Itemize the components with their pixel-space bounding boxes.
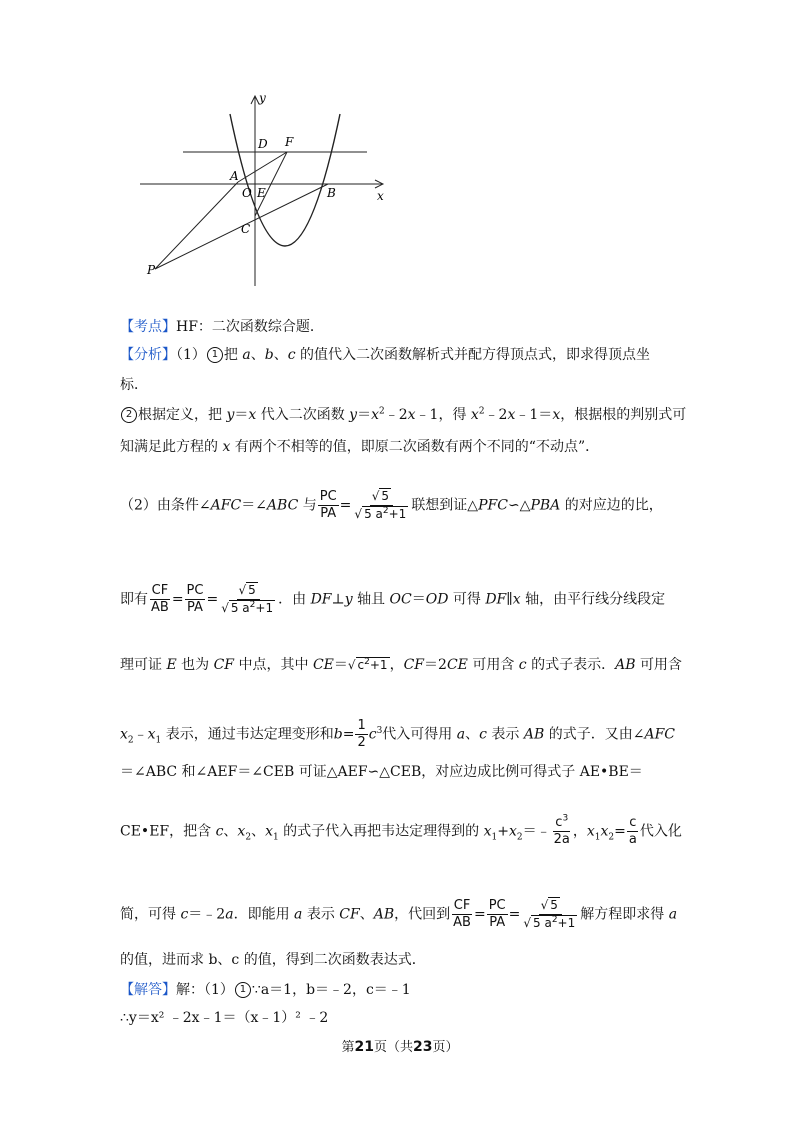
label-a: A — [230, 169, 239, 183]
fraction-sqrt5: $\frac{√ 5}{√ 5 a^2+1}$ — [354, 489, 407, 521]
fenxi-p4f: 可用含 — [639, 657, 682, 673]
kaodian-text: HF：二次函数综合题． — [176, 319, 324, 335]
footer-pre: 第 — [341, 1040, 355, 1055]
fenxi-para-3: 即有 $\frac{CF}{AB}$ = $\frac{PC}{PA}$ = $\frac{√ 5}{√ 5 a^2+1}$ ．由 DF⊥y 轴且 OC＝OD 可得 DF∥x 轴，由平行线分线段定 — [120, 583, 666, 615]
fenxi-p4e: 的式子表示． — [531, 657, 616, 673]
fenxi-p7a: CE•EF，把含 — [120, 823, 212, 840]
label-y: y — [259, 91, 266, 105]
label-b: B — [327, 186, 336, 200]
label-o: O — [242, 186, 252, 200]
fenxi-p2d: 的对应边的比， — [564, 497, 663, 514]
jieda-l1b: ∵a＝1，b＝﹣2，c＝﹣1 — [251, 982, 411, 998]
fraction-pc-pa: $\frac{PC}{PA}$ — [319, 489, 337, 521]
fenxi-p5d: 的式子．又由∠ — [548, 726, 645, 743]
fenxi-l3: 根据定义，把 — [138, 407, 222, 423]
fenxi-para-7: CE•EF，把含 c、$x_2$、$x_1$ 的式子代入再把韦达定理得到的 $x_1+x_2=﹣$ $\frac{c^3}{2a}$ ，$x_1x_2=$ $\frac{c}{a}$ 代入化 — [120, 813, 682, 847]
fenxi-p4d: 可用含 — [472, 657, 515, 673]
fenxi-para-4: 理可证 E 也为 CF 中点，其中 CE＝√ $c^2+1$ ，CF＝2CE 可用含 c 的式子表示．AB 可用含 — [120, 657, 682, 673]
fenxi-l1c: 的值代入二次函数解析式并配方得顶点式，即求得顶点坐 — [299, 347, 650, 363]
fenxi-p3c: 轴且 — [357, 591, 386, 608]
fenxi-p8c: 表示 — [306, 906, 335, 923]
fenxi-p2a: （2）由条件∠ — [120, 497, 211, 514]
footer-post: 页） — [432, 1040, 459, 1055]
fenxi-p5a: 表示，通过韦达定理变形和 — [165, 726, 334, 743]
fenxi-para-8: 简，可得 c＝﹣2a．即能用 a 表示 CF、AB，代回到 $\frac{CF}{AB}$ = $\frac{PC}{PA}$ = $\frac{√ 5}{√ 5 a^2+1}$ 解方程即求得 a — [120, 898, 678, 930]
fenxi-para-9: 的值，进而求 b、c 的值，得到二次函数表达式． — [120, 952, 426, 968]
jieda-line-2: ∴y＝x² ﹣2x﹣1＝（x﹣1）² ﹣2 — [120, 1010, 329, 1026]
fenxi-para-2: （2）由条件∠AFC＝∠ABC 与 $\frac{PC}{PA}$ = $\frac{√ 5}{√ 5 a^2+1}$ 联想到证△PFC∽△PBA 的对应边的比， — [120, 489, 663, 521]
fenxi-p3d: 可得 — [452, 591, 481, 608]
parabola-figure — [135, 88, 395, 298]
fenxi-p7c: 代入化 — [639, 823, 682, 840]
fenxi-p5b: 代入可得用 — [382, 726, 453, 743]
jieda-l1: 解：（1） — [176, 982, 234, 998]
fenxi-p5c: 表示 — [491, 726, 520, 743]
fenxi-p2b: 与 — [302, 497, 317, 514]
fenxi-p3b: ．由 — [278, 591, 307, 608]
fenxi-line-2: 标． — [120, 377, 148, 393]
circled-one-icon: 1 — [207, 347, 223, 363]
fenxi-p7b: 的式子代入再把韦达定理得到的 — [283, 823, 480, 840]
footer-page-number: 21 — [354, 1039, 374, 1055]
label-d: D — [258, 137, 268, 151]
fenxi-para-6: ＝∠ABC 和∠AEF＝∠CEB 可证△AEF∽△CEB，对应边成比例可得式子 AE•BE＝ — [120, 764, 643, 780]
circled-two-icon: 2 — [121, 407, 137, 423]
fenxi-line-1: 【分析】（1） 1 把 a、b、c 的值代入二次函数解析式并配方得顶点式，即求得顶点坐 — [120, 347, 650, 363]
label-f: F — [285, 135, 294, 149]
fenxi-p4c: 中点，其中 — [238, 657, 309, 673]
jieda-tag: 【解答】 — [120, 982, 176, 998]
kaodian-line — [120, 317, 324, 337]
label-e: E — [257, 186, 266, 200]
fenxi-p8a: 简，可得 — [120, 906, 176, 923]
jieda-line-1 — [120, 980, 411, 1000]
fenxi-para-5: $x_2﹣x_1$ 表示，通过韦达定理变形和b= $\frac{1}{2}$ $c^3$代入可得用 a、c 表示 AB 的式子．又由∠AFC — [120, 718, 675, 750]
page-footer — [0, 1036, 800, 1055]
fenxi-p4b: 也为 — [181, 657, 210, 673]
label-c: C — [241, 222, 251, 236]
kaodian-tag: 【考点】 — [120, 319, 176, 335]
fenxi-p8e: 解方程即求得 — [580, 906, 665, 923]
fenxi-l4: 知满足此方程的 — [120, 439, 218, 455]
fenxi-line-4: 知满足此方程的 x 有两个不相等的值，即原二次函数有两个不同的“不动点”． — [120, 439, 600, 455]
fenxi-p8b: ．即能用 — [233, 906, 290, 923]
fenxi-p3e: 轴，由平行线分线段定 — [525, 591, 666, 608]
fenxi-l1b: 把 — [223, 347, 238, 363]
circled-one-icon: 1 — [235, 982, 251, 998]
footer-mid: 页（共 — [373, 1040, 413, 1055]
label-x: x — [377, 189, 384, 203]
line-pa — [155, 182, 238, 269]
fenxi-p8d: ，代回到 — [394, 906, 451, 923]
footer-total-pages: 23 — [413, 1039, 433, 1055]
fenxi-l4b: 有两个不相等的值，即原二次函数有两个不同的“不动点”． — [234, 439, 600, 455]
fenxi-line-3: 2 根据定义，把 y＝x 代入二次函数 $y=x^2﹣2x﹣1$，得 $x^2﹣2x﹣1=x$，根据根的判别式可 — [120, 405, 686, 425]
fenxi-tag: 【分析】 — [120, 347, 176, 363]
fenxi-p4a: 理可证 — [120, 657, 162, 673]
fenxi-p3a: 即有 — [120, 591, 148, 608]
label-p: P — [147, 263, 156, 277]
fenxi-l1a: （1） — [176, 347, 206, 363]
fenxi-p2c: 联想到证△ — [411, 497, 479, 514]
